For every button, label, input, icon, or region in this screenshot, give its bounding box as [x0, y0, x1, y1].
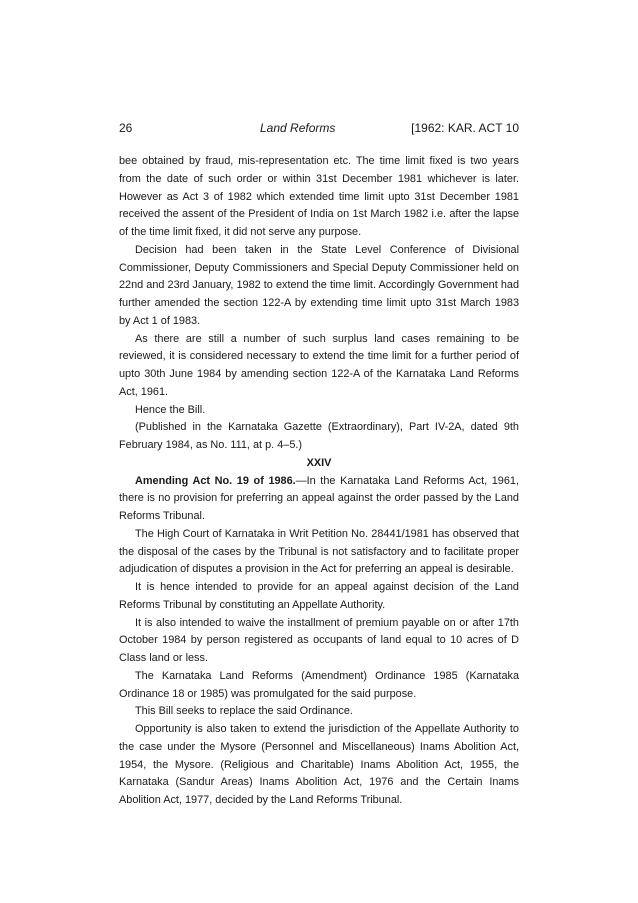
paragraph: The Karnataka Land Reforms (Amendment) Ordinance 1985 (Karnataka Ordinance 18 or 1985) was promulgated for the said purpose.: [119, 669, 519, 700]
paragraph: It is hence intended to provide for an appeal against decision of the Land Reforms Tribunal by constituting an Appellate Authority.: [119, 581, 519, 611]
paragraph: This Bill seeks to replace the said Ordinance.: [135, 705, 353, 718]
page-number: 26: [119, 121, 133, 135]
paragraph-amending-act: [119, 473, 519, 526]
amending-act-text: —In the Karnataka Land Reforms Act, 1961, there is no provision for preferring an appeal against the order passed by the Land Reforms Tribunal.: [119, 474, 520, 522]
paragraph-continued: bee obtained by fraud, mis-representation etc. The time limit fixed is two years from the date of such order or within 31st December 1981 whichever is later. However as Act 3 of 1982 which extended time limit upto 31st December 1981 received the assent of the President of India on 1st March 1982 i.e. after the lapse of the time limit fixed, it did not serve any purpose.: [119, 155, 519, 238]
paragraph: Hence the Bill.: [135, 403, 206, 416]
section-heading: XXIV: [306, 456, 332, 469]
paragraph: As there are still a number of such surplus land cases remaining to be reviewed, it is considered necessary to extend the time limit for a further period of upto 30th June 1984 by amending section 122-A of the Karnataka Land Reforms Act, 1961.: [119, 332, 519, 398]
page-header: [119, 121, 519, 139]
paragraph: Opportunity is also taken to extend the jurisdiction of the Appellate Authority to the case under the Mysore (Personnel and Miscellaneous) Inams Abolition Act, 1954, the Mysore. (Religious and Charitable) Inams Abolition Act, 1955, the Karnataka (Sandur Areas) Inams Abolition Act, 1976 and the Certain Inams Abolition Act, 1977, decided by the Land Reforms Tribunal.: [119, 723, 519, 806]
paragraph: (Published in the Karnataka Gazette (Extraordinary), Part IV-2A, dated 9th February 1984, as No. 111, at p. 4–5.): [119, 421, 519, 451]
paragraph: Decision had been taken in the State Level Conference of Divisional Commissioner, Deputy Commissioners and Special Deputy Commissioner held on 22nd and 23rd January, 1982 to extend the time limit. Accordingly Government had further amended the section 122-A by extending time limit upto 31st March 1983 by Act 1 of 1983.: [119, 243, 519, 327]
act-reference: [1962: KAR. ACT 10: [411, 121, 519, 135]
paragraph: The High Court of Karnataka in Writ Petition No. 28441/1981 has observed that the disposal of the cases by the Tribunal is not satisfactory and to facilitate proper adjudication of disputes a provision in the Act for preferring an appeal is desirable.: [119, 527, 519, 576]
amending-act-title: Amending Act No. 19 of 1986.: [135, 474, 296, 487]
paragraph: It is also intended to waive the installment of premium payable on or after 17th October 1984 by person registered as occupants of land equal to 10 acres of D Class land or less.: [119, 616, 519, 664]
running-title: Land Reforms: [260, 121, 336, 135]
document-body: [119, 153, 519, 810]
